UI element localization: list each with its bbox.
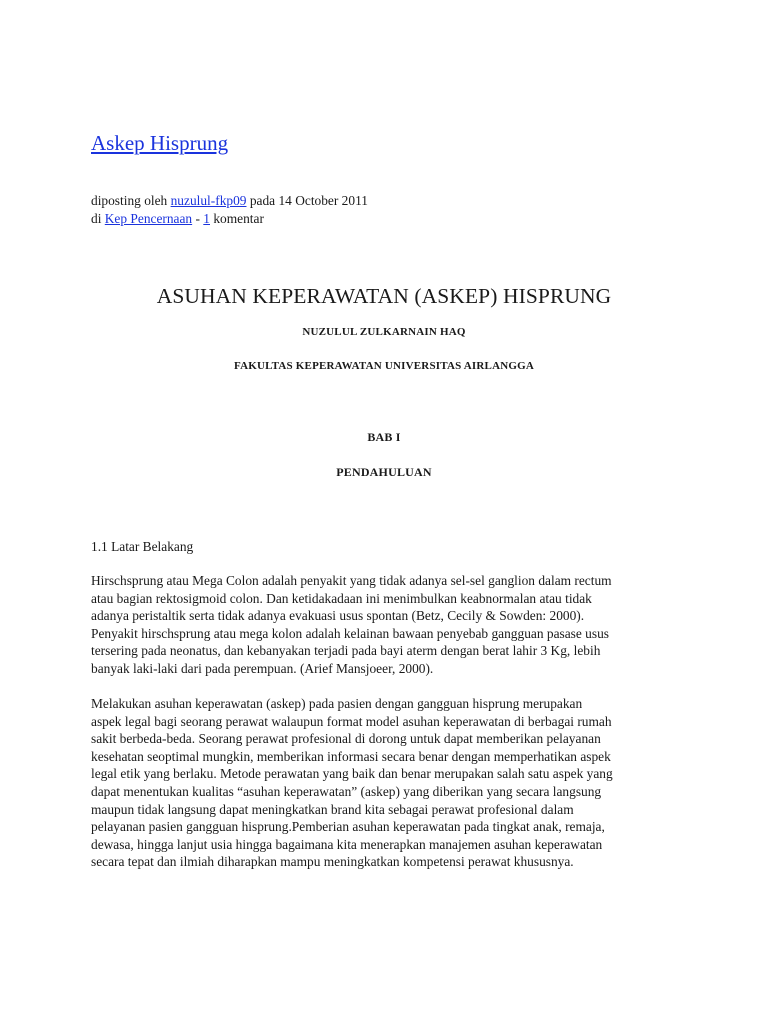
paragraph-line: maupun tidak langsung dapat meningkatkan brand kita sebagai perawat profesional dalam (91, 801, 574, 817)
paragraph-line: aspek legal bagi seorang perawat walaupun format model asuhan keperawatan di berbagai rumah (91, 713, 612, 729)
paragraph-2 (91, 695, 691, 871)
paragraph-line: Hirschsprung atau Mega Colon adalah penyakit yang tidak adanya sel-sel ganglion dalam rectum (91, 573, 612, 588)
paragraph-line: kesehatan seoptimal mungkin, memberikan informasi secara benar dengan memperhatikan aspek (91, 748, 611, 764)
meta-separator: - (192, 210, 204, 226)
paragraph-line: atau bagian rektosigmoid colon. Dan ketidakadaan ini menimbulkan keabnormalan atau tidak (91, 590, 592, 606)
post-title (91, 129, 228, 157)
comment-suffix: komentar (210, 210, 264, 226)
paragraph-line: secara tepat dan ilmiah diharapkan mampu meningkatkan kompetensi perawat khususnya. (91, 854, 574, 870)
paragraph-line: pelayanan pasien gangguan hisprung.Pemberian asuhan keperawatan pada tingkat anak, remaja, (91, 819, 605, 835)
comment-count-link[interactable]: 1 (203, 210, 210, 226)
post-date: 14 October 2011 (278, 193, 368, 208)
paragraph-line: dewasa, hingga lanjut usia hingga bagaimana kita menerapkan manajemen asuhan keperawatan (91, 836, 603, 852)
post-title-link[interactable]: Askep Hisprung (91, 131, 229, 155)
document-faculty: FAKULTAS KEPERAWATAN UNIVERSITAS AIRLANGGA (233, 360, 535, 372)
paragraph-line: Penyakit hirschsprung atau mega kolon adalah kelainan bawaan penyebab gangguan pasase usus (91, 625, 609, 641)
paragraph-line: adanya peristaltik serta tidak adanya evakuasi usus spontan (Betz, Cecily & Sowden: 2000). (91, 608, 585, 624)
post-meta (91, 192, 368, 227)
paragraph-line: legal etik yang berlaku. Metode perawatan yang baik dan benar merupakan salah satu aspek yang (91, 766, 613, 782)
chapter-number: BAB I (367, 430, 401, 444)
post-meta-line-author (91, 192, 368, 210)
paragraph-line: tersering pada neonatus, dan kebanyakan terjadi pada bayi aterm dengan berat lahir 3 Kg, lebih (91, 643, 601, 659)
paragraph-line: sakit berbeda-beda. Seorang perawat profesional di dorong untuk dapat memberikan pelayanan (91, 731, 601, 747)
posted-by-label: diposting oleh (91, 193, 171, 208)
paragraph-line: dapat menentukan kualitas “asuhan keperawatan” (askep) yang diberikan yang secara langsung (91, 783, 602, 799)
posted-on-label: pada (246, 193, 279, 208)
category-link[interactable]: Kep Pencernaan (104, 210, 193, 226)
document-author-name: NUZULUL ZULKARNAIN HAQ (302, 326, 466, 338)
post-meta-line-category (91, 210, 368, 228)
category-prefix: di (91, 210, 105, 226)
section-heading: 1.1 Latar Belakang (91, 539, 194, 554)
paragraph-line: banyak laki-laki dari pada perempuan. (Arief Mansjoeer, 2000). (91, 660, 434, 676)
chapter-title: PENDAHULUAN (336, 465, 432, 479)
author-link[interactable]: nuzulul-fkp09 (170, 193, 247, 208)
paragraph-1 (91, 572, 691, 678)
paragraph-line: Melakukan asuhan keperawatan (askep) pada pasien dengan gangguan hisprung merupakan (91, 696, 583, 711)
document-main-heading: ASUHAN KEPERAWATAN (ASKEP) HISPRUNG (156, 284, 612, 308)
